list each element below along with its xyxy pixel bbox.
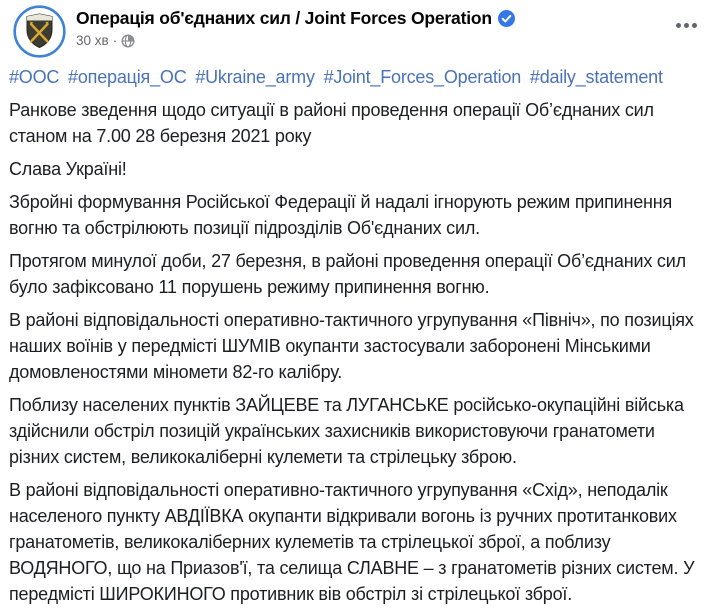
privacy-globe-icon bbox=[121, 34, 135, 48]
avatar-emblem-icon bbox=[13, 45, 66, 62]
meta-separator: · bbox=[112, 33, 118, 48]
post-paragraph: В районі відповідальності оперативно-тактичного угрупування «Північ», по позиціях наших воїнів у передмісті ШУМІВ окупанти застосували заборонені Мінськими домовленостями міномети 82-го калібру. bbox=[9, 310, 694, 382]
post-paragraph: В районі відповідальності оперативно-тактичного угрупування «Схід», неподалік населеного пункту АВДІЇВКА окупанти відкривали вогонь із ручних протитанкових гранатометів, великокаліберних кулеметів та стрілецької зброї, а поблизу ВОДЯНОГО, що на Приазов'ї, та селища СЛАВНЕ – з гранатометів різних систем. У передмісті ШИРОКИНОГО противник вів обстріл зі стрілецької зброї. bbox=[9, 480, 695, 604]
hashtag-link[interactable]: #Ukraine_army bbox=[195, 67, 315, 87]
hashtag-link[interactable]: #daily_statement bbox=[529, 67, 663, 87]
post-paragraph: Протягом минулої доби, 27 березня, в районі проведення операції Об’єднаних сил було зафіксовано 11 порушень режиму припинення вогню. bbox=[9, 251, 686, 297]
post-paragraph: Поблизу населених пунктів ЗАЙЦЕВЕ та ЛУГАНСЬКЕ російсько-окупаційні війська здійснили обстріл позицій українських захисників використовуючи гранатомети різних систем, великокаліберні кулемети та стрілецьку зброю. bbox=[9, 395, 684, 467]
post-paragraph: Збройні формування Російської Федерації й надалі ігнорують режим припинення вогню та обстрілюють позиції підрозділів Об'єднаних сил. bbox=[9, 192, 673, 238]
header-text-block bbox=[76, 5, 670, 48]
post-timestamp[interactable]: 30 хв bbox=[76, 33, 109, 48]
ellipsis-icon bbox=[676, 23, 697, 28]
verified-badge-icon bbox=[498, 10, 515, 27]
hashtag-link[interactable]: #операція_ОС bbox=[68, 67, 187, 87]
hashtag-link[interactable]: #ООС bbox=[9, 67, 60, 87]
post-meta bbox=[76, 33, 670, 48]
hashtag-link[interactable]: #Joint_Forces_Operation bbox=[323, 67, 522, 87]
post-paragraph: Ранкове зведення щодо ситуації в районі проведення операції Об’єднаних сил станом на 7.00 28 березня 2021 року bbox=[9, 100, 654, 146]
post-body bbox=[0, 58, 719, 607]
post-hashtags bbox=[9, 64, 709, 90]
post-header bbox=[0, 0, 719, 58]
post-paragraph: Слава Україні! bbox=[9, 159, 127, 179]
more-options-button[interactable] bbox=[670, 13, 703, 38]
page-name[interactable]: Операція об'єднаних сил / Joint Forces Operation bbox=[76, 8, 492, 28]
page-avatar[interactable] bbox=[13, 5, 66, 58]
